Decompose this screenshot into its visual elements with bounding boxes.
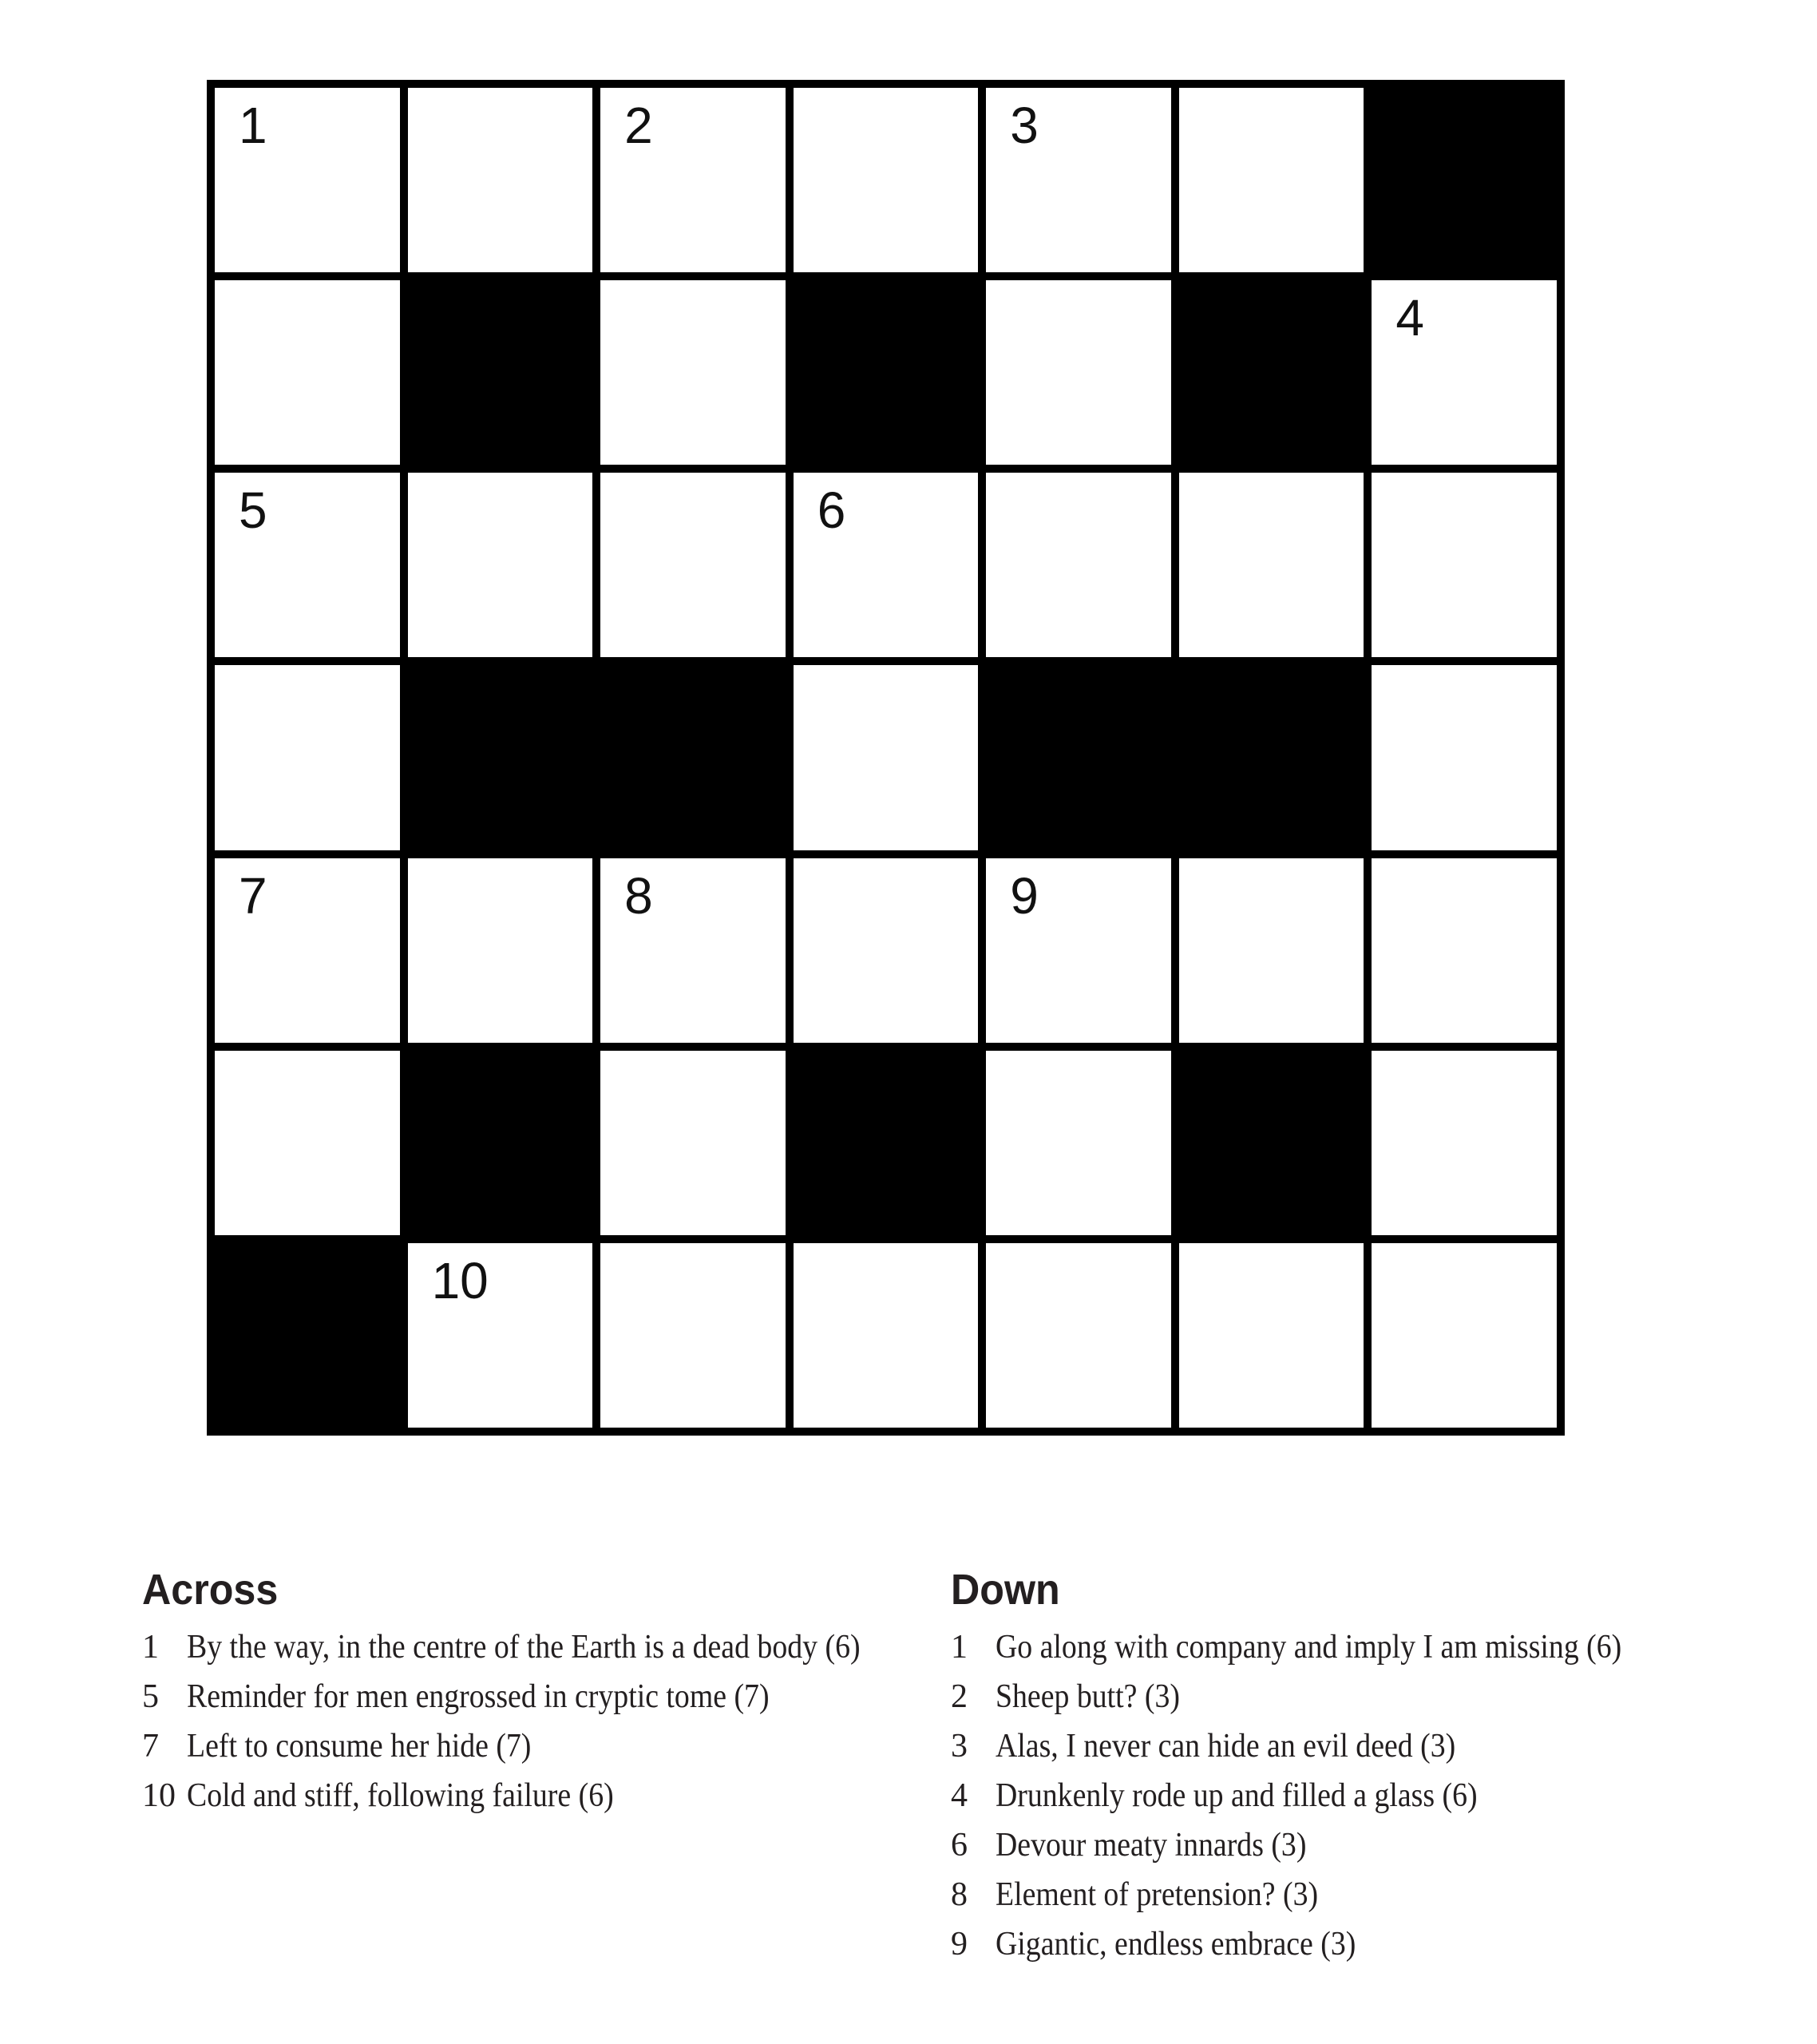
grid-cell-r7c1-black xyxy=(211,1239,404,1432)
clue-number: 1 xyxy=(951,1629,968,1666)
clue-number: 6 xyxy=(951,1827,968,1864)
grid-cell-r6c7[interactable] xyxy=(1368,1047,1561,1239)
grid-cell-r1c7-black xyxy=(1368,84,1561,276)
grid-cell-r4c1[interactable] xyxy=(211,661,404,854)
clue-text: Go along with company and imply I am missing (6) xyxy=(996,1629,1622,1666)
cell-number: 10 xyxy=(431,1251,489,1309)
grid-cell-r3c4[interactable] xyxy=(790,469,983,661)
clue-item xyxy=(142,1771,935,1820)
grid-cell-r1c1[interactable] xyxy=(211,84,404,276)
grid-cell-r5c2[interactable] xyxy=(404,854,597,1047)
clue-item xyxy=(951,1771,1691,1820)
clue-number: 4 xyxy=(951,1777,968,1814)
grid-cell-r1c3[interactable] xyxy=(596,84,790,276)
grid-cell-r6c1[interactable] xyxy=(211,1047,404,1239)
grid-cell-r1c2[interactable] xyxy=(404,84,597,276)
grid-cell-r4c7[interactable] xyxy=(1368,661,1561,854)
cell-number: 2 xyxy=(624,97,653,154)
across-clue-list xyxy=(142,1622,935,1820)
grid-cell-r3c1[interactable] xyxy=(211,469,404,661)
clue-item xyxy=(951,1672,1691,1721)
grid-cell-r3c7[interactable] xyxy=(1368,469,1561,661)
cell-number: 6 xyxy=(817,481,846,540)
grid-cell-r3c3[interactable] xyxy=(596,469,790,661)
clue-text: Sheep butt? (3) xyxy=(996,1678,1180,1715)
grid-cell-r7c3[interactable] xyxy=(596,1239,790,1432)
cell-number: 3 xyxy=(1010,97,1039,154)
grid-cell-r2c3[interactable] xyxy=(596,276,790,469)
crossword-grid xyxy=(207,80,1565,1436)
clue-text: Drunkenly rode up and filled a glass (6) xyxy=(996,1777,1478,1814)
grid-cell-r2c2-black xyxy=(404,276,597,469)
clue-text: Devour meaty innards (3) xyxy=(996,1827,1307,1864)
grid-cell-r7c6[interactable] xyxy=(1175,1239,1368,1432)
grid-cell-r5c6[interactable] xyxy=(1175,854,1368,1047)
clue-item xyxy=(142,1672,935,1721)
grid-cell-r7c5[interactable] xyxy=(982,1239,1175,1432)
clue-number: 7 xyxy=(142,1728,159,1765)
clue-item xyxy=(951,1870,1691,1919)
grid-cell-r2c5[interactable] xyxy=(982,276,1175,469)
grid-cell-r4c4[interactable] xyxy=(790,661,983,854)
cell-number: 8 xyxy=(624,866,653,925)
grid-cell-r2c1[interactable] xyxy=(211,276,404,469)
grid-cell-r5c1[interactable] xyxy=(211,854,404,1047)
clue-text: Reminder for men engrossed in cryptic tome (7) xyxy=(187,1678,770,1715)
grid-cell-r5c5[interactable] xyxy=(982,854,1175,1047)
clue-number: 3 xyxy=(951,1728,968,1765)
grid-cell-r4c6-black xyxy=(1175,661,1368,854)
across-heading: Across xyxy=(142,1566,279,1614)
cell-number: 5 xyxy=(239,481,267,540)
grid-cell-r6c6-black xyxy=(1175,1047,1368,1239)
clue-text: Element of pretension? (3) xyxy=(996,1876,1319,1913)
grid-cell-r3c6[interactable] xyxy=(1175,469,1368,661)
cell-number: 4 xyxy=(1395,289,1425,347)
clue-item xyxy=(951,1622,1691,1672)
cell-number: 9 xyxy=(1010,866,1039,925)
grid-cell-r5c4[interactable] xyxy=(790,854,983,1047)
clue-item xyxy=(951,1820,1691,1870)
grid-cell-r6c2-black xyxy=(404,1047,597,1239)
cell-number: 1 xyxy=(239,97,267,154)
clue-item xyxy=(951,1919,1691,1969)
grid-cell-r5c3[interactable] xyxy=(596,854,790,1047)
grid-cell-r3c2[interactable] xyxy=(404,469,597,661)
grid-cell-r7c4[interactable] xyxy=(790,1239,983,1432)
grid-cell-r1c4[interactable] xyxy=(790,84,983,276)
clue-number: 5 xyxy=(142,1678,159,1715)
grid-cell-r7c2[interactable] xyxy=(404,1239,597,1432)
down-heading: Down xyxy=(951,1566,1060,1614)
across-clues-section xyxy=(142,1566,940,1814)
grid-cell-r7c7[interactable] xyxy=(1368,1239,1561,1432)
clue-number: 10 xyxy=(142,1777,176,1814)
clue-number: 2 xyxy=(951,1678,968,1715)
grid-cell-r4c2-black xyxy=(404,661,597,854)
cell-number: 7 xyxy=(239,866,267,925)
clue-item xyxy=(142,1721,935,1771)
grid-cell-r2c4-black xyxy=(790,276,983,469)
grid-cell-r2c6-black xyxy=(1175,276,1368,469)
grid-cell-r1c6[interactable] xyxy=(1175,84,1368,276)
clue-number: 1 xyxy=(142,1629,159,1666)
clue-text: Cold and stiff, following failure (6) xyxy=(187,1777,614,1814)
grid-cell-r6c3[interactable] xyxy=(596,1047,790,1239)
down-clues-section xyxy=(951,1566,1817,1963)
grid-cell-r4c3-black xyxy=(596,661,790,854)
grid-cell-r3c5[interactable] xyxy=(982,469,1175,661)
grid-cell-r6c5[interactable] xyxy=(982,1047,1175,1239)
clue-text: Left to consume her hide (7) xyxy=(187,1728,532,1765)
clue-item xyxy=(951,1721,1691,1771)
grid-cell-r4c5-black xyxy=(982,661,1175,854)
grid-cell-r5c7[interactable] xyxy=(1368,854,1561,1047)
clue-item xyxy=(142,1622,935,1672)
down-clue-list xyxy=(951,1622,1691,1969)
grid-cell-r6c4-black xyxy=(790,1047,983,1239)
clue-text: By the way, in the centre of the Earth is a dead body (6) xyxy=(187,1629,861,1666)
clue-text: Gigantic, endless embrace (3) xyxy=(996,1926,1356,1963)
clue-text: Alas, I never can hide an evil deed (3) xyxy=(996,1728,1456,1765)
grid-cell-r1c5[interactable] xyxy=(982,84,1175,276)
clue-number: 9 xyxy=(951,1926,968,1963)
clue-number: 8 xyxy=(951,1876,968,1913)
grid-cell-r2c7[interactable] xyxy=(1368,276,1561,469)
